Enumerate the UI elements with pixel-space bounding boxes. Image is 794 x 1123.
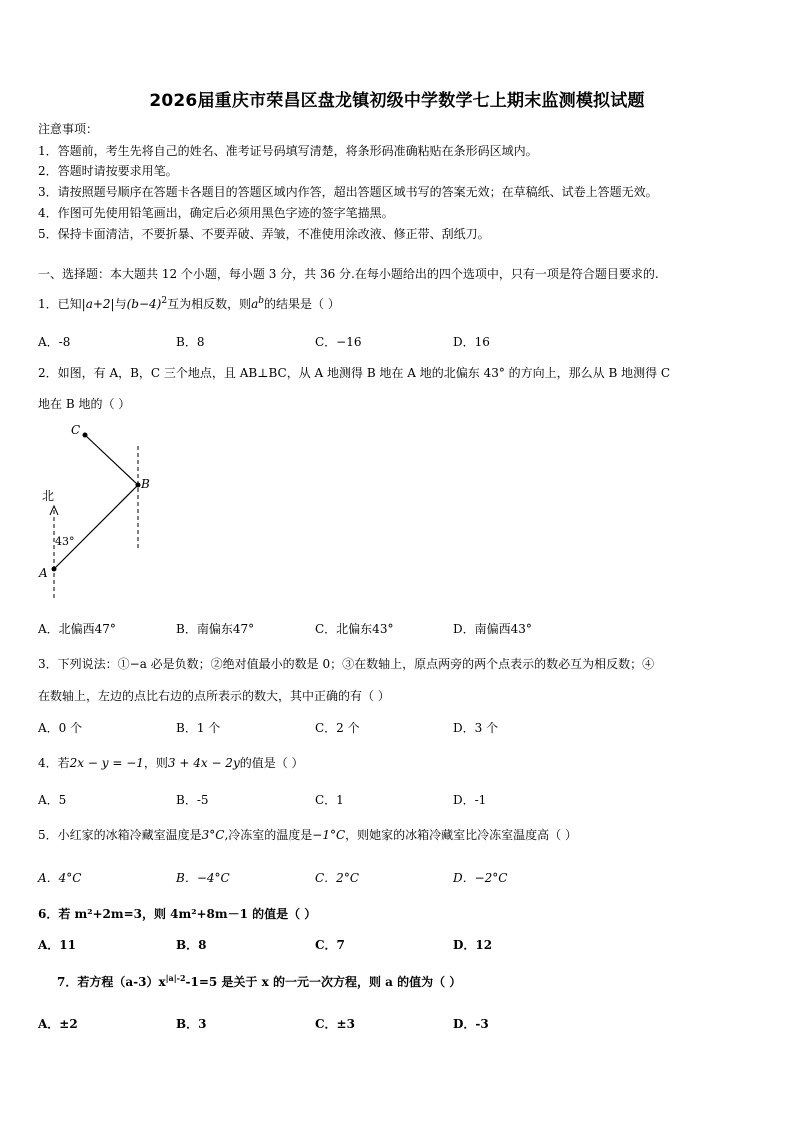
label-c: C	[71, 423, 81, 437]
math-exponent: b	[258, 296, 265, 306]
option-b: B．1 个	[176, 721, 221, 735]
option-c: C．7	[315, 938, 345, 952]
math-expression: a+2	[85, 297, 111, 311]
question-text: 5．小红家的冰箱冷藏室温度是	[38, 828, 202, 842]
math-expression: (b−4)	[126, 297, 162, 311]
option-c: C．−16	[315, 335, 362, 349]
option-d: D．16	[453, 335, 490, 349]
notice-item: 2．答题时请按要求用笔。	[38, 164, 178, 178]
option-b: B．-5	[176, 793, 209, 807]
option-a: A．5	[38, 793, 67, 807]
question-text: 的值是（ ）	[239, 756, 304, 770]
section-heading: 一、选择题：本大题共 12 个小题，每小题 3 分，共 36 分.在每小题给出的四个选项中，只有一项是符合题目要求的.	[38, 267, 659, 281]
label-a: A	[39, 566, 48, 580]
option-b: B．8	[176, 938, 207, 952]
question-text: 的结果是（ ）	[264, 297, 340, 311]
question-text: ，则她家的冰箱冷藏室比冷冻室温度高（ ）	[345, 828, 577, 842]
question-number: 1．	[38, 297, 58, 311]
option-a: A．4°C	[38, 871, 82, 885]
option-d: D．南偏西43°	[453, 622, 532, 636]
option-a: A．0 个	[38, 721, 83, 735]
question-2-line-2: 地在 B 地的（ ）	[38, 397, 131, 411]
question-6: 6．若 m²+2m=3，则 4m²+8m－1 的值是（ ）	[38, 907, 317, 921]
option-c: C．2°C	[315, 871, 359, 885]
notice-heading: 注意事项：	[38, 122, 99, 136]
option-b: B．3	[176, 1017, 207, 1031]
question-5	[38, 826, 577, 843]
question-text: 与	[114, 297, 127, 311]
notice-item: 1．答题前，考生先将自己的姓名、准考证号码填写清楚，将条形码准确粘贴在条形码区域内。	[38, 144, 538, 158]
label-angle: 43°	[55, 535, 75, 548]
option-b: B．南偏东47°	[176, 622, 255, 636]
option-a: A．北偏西47°	[38, 622, 116, 636]
question-3-line-1: 3．下列说法：①−a 必是负数；②绝对值最小的数是 0；③在数轴上，原点两旁的两个点表示的数必互为相反数；④	[38, 657, 655, 671]
option-d: D．−2°C	[453, 871, 508, 885]
math-expression: 3°C	[201, 828, 225, 842]
math-expression: a	[251, 297, 259, 311]
option-d: D．12	[453, 938, 493, 952]
option-c: C．±3	[315, 1017, 355, 1031]
notice-item: 5．保持卡面清洁，不要折暴、不要弄破、弄皱，不准使用涂改液、修正带、刮纸刀。	[38, 227, 490, 241]
segment-cb	[85, 435, 138, 485]
option-d: D．3 个	[453, 721, 499, 735]
page-title: 2026届重庆市荣昌区盘龙镇初级中学数学七上期末监测模拟试题	[149, 91, 645, 111]
notice-item: 3．请按照题号顺序在答题卡各题目的答题区域内作答，超出答题区域书写的答案无效；在草稿纸、试卷上答题无效。	[38, 185, 658, 199]
notice-item: 4．作图可先使用铅笔画出，确定后必须用黑色字迹的签字笔描黑。	[38, 206, 394, 220]
question-7	[57, 973, 461, 990]
point-b	[136, 483, 141, 488]
option-b: B．8	[176, 335, 205, 349]
question-text: 4．若	[38, 756, 70, 770]
math-expression: 3 + 4x − 2y	[167, 756, 240, 770]
math-expression: 2x − y = −1	[69, 756, 144, 770]
option-c: C．北偏东43°	[315, 622, 394, 636]
math-exponent: 2	[161, 296, 168, 306]
option-b: B．−4°C	[176, 871, 230, 885]
option-c: C．1	[315, 793, 344, 807]
question-text: 已知	[57, 297, 82, 311]
option-a: A．±2	[38, 1017, 78, 1031]
question-1: 1．已知|a+2|与$(b-4)^2$互为相反数，则$a^b$的结果是（ ）	[38, 296, 340, 311]
point-c	[83, 433, 88, 438]
option-d: D．-3	[453, 1017, 489, 1031]
direction-diagram	[30, 418, 160, 603]
option-c: C．2 个	[315, 721, 360, 735]
question-3-line-2: 在数轴上，左边的点比右边的点所表示的数大，其中正确的有（ ）	[38, 689, 390, 703]
question-4	[38, 754, 304, 771]
question-2-line-1: 2．如图，有 A，B，C 三个地点，且 AB⊥BC，从 A 地测得 B 地在 A 地的北偏东 43° 的方向上，那么从 B 地测得 C	[38, 366, 671, 380]
point-a	[52, 567, 57, 572]
question-text: -1=5 是关于 x 的一元一次方程，则 a 的值为（ ）	[185, 975, 462, 989]
option-a: A．-8	[38, 335, 71, 349]
question-text: 互为相反数，则	[167, 297, 252, 311]
question-text: 7．若方程（a-3）x	[57, 975, 166, 989]
math-expression: −1°C	[312, 828, 346, 842]
option-a: A．11	[38, 938, 77, 952]
math-exponent: |a|-2	[165, 973, 186, 983]
segment-ab	[54, 485, 138, 569]
question-text: ，则	[143, 756, 168, 770]
label-b: B	[141, 477, 150, 491]
label-north: 北	[42, 489, 55, 503]
option-d: D．-1	[453, 793, 487, 807]
question-text: ,冷冻室的温度是	[224, 828, 313, 842]
